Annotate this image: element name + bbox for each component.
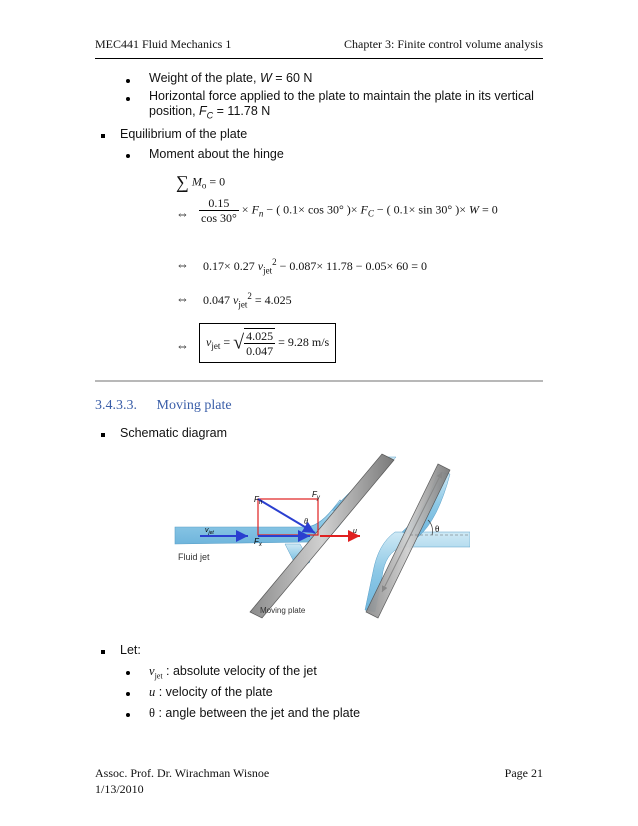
weight-pre: Weight of the plate, xyxy=(149,71,260,85)
force-var: F xyxy=(199,104,207,118)
let-item-vjet xyxy=(149,664,317,684)
eq3-pre: 0.17× 0.27 xyxy=(203,259,258,273)
sum-symbol: ∑ xyxy=(176,172,189,192)
eq1-rhs: = 0 xyxy=(209,174,226,189)
eq2-fraction xyxy=(199,196,239,225)
sqrt-symbol: √ xyxy=(233,331,245,354)
fn-label: $F_n$ xyxy=(254,495,263,506)
bullet-square xyxy=(101,650,105,654)
iff-symbol: ⇔ xyxy=(176,338,189,353)
section-title: Moving plate xyxy=(156,398,232,413)
equation-3 xyxy=(203,257,427,275)
equation-2 xyxy=(199,196,498,225)
theta-symbol: θ xyxy=(149,706,155,720)
footer-author: Assoc. Prof. Dr. Wirachman Wisnoe xyxy=(95,766,270,780)
weight-post: = 60 N xyxy=(271,71,313,85)
eq2-part: × xyxy=(241,202,252,217)
bullet-dot xyxy=(126,154,130,158)
vjet-symbol: v xyxy=(149,664,155,678)
fluid-jet-label: Fluid jet xyxy=(178,552,210,562)
vjet-desc: : absolute velocity of the jet xyxy=(162,664,317,678)
eq3-post: − 0.087× 11.78 − 0.05× 60 = 0 xyxy=(276,259,428,273)
bullet-dot xyxy=(126,79,130,83)
fx-label: $F_x$ xyxy=(254,537,262,548)
eq2-c: C xyxy=(367,208,374,219)
bullet-dot xyxy=(126,713,130,717)
eq2-part: − ( 0.1× sin 30° )× xyxy=(373,202,469,217)
eq4-post: = 4.025 xyxy=(251,293,292,307)
bullet-dot xyxy=(126,97,130,101)
equation-4 xyxy=(203,291,292,309)
result-box xyxy=(199,323,336,363)
section-number: 3.4.3.3. xyxy=(95,398,137,413)
vjet-sub: jet xyxy=(154,671,163,681)
eq3-sub: jet xyxy=(263,265,273,276)
eq2-part: = 0 xyxy=(478,202,498,217)
eq2-part: − ( 0.1× cos 30° )× xyxy=(263,202,361,217)
header-left: MEC441 Fluid Mechanics 1 xyxy=(95,37,232,51)
force-text-line1: Horizontal force applied to the plate to maintain the plate in its vertical xyxy=(149,89,534,103)
eq5-den: 0.047 xyxy=(246,344,274,358)
eq2-n: n xyxy=(258,208,264,219)
eq5-num: 4.025 xyxy=(246,329,274,343)
moving-plate-figure xyxy=(170,452,470,622)
bullet-square xyxy=(101,433,105,437)
eq4-pre: 0.047 xyxy=(203,293,233,307)
eq5-sub: jet xyxy=(211,341,221,352)
weight-text xyxy=(149,71,312,86)
footer-date: 1/13/2010 xyxy=(95,782,144,796)
let-item-theta xyxy=(149,706,360,721)
let-item-u xyxy=(149,685,273,700)
let-title: Let: xyxy=(120,643,141,657)
force-post: = 11.78 N xyxy=(213,104,271,118)
footer-page: Page 21 xyxy=(504,766,543,780)
eq4-sup: 2 xyxy=(247,291,252,301)
eq5-post: = 9.28 m/s xyxy=(275,334,330,349)
eq3-v: v xyxy=(257,259,264,273)
eq5-v: v xyxy=(206,334,212,349)
moment-text: Moment about the hinge xyxy=(149,147,284,161)
bullet-dot xyxy=(126,692,130,696)
eq5-eq: = xyxy=(220,334,234,349)
iff-symbol: ⇔ xyxy=(176,291,189,306)
eq4-sub: jet xyxy=(238,299,248,310)
theta-desc: : angle between the jet and the plate xyxy=(155,706,361,720)
bullet-square xyxy=(101,134,105,138)
equilibrium-title: Equilibrium of the plate xyxy=(120,127,248,141)
fy-label: $F_y$ xyxy=(312,490,320,501)
moving-plate-label: Moving plate xyxy=(260,606,306,615)
u-label: u xyxy=(353,528,357,535)
equation-1 xyxy=(176,172,225,193)
u-desc: : velocity of the plate xyxy=(155,685,273,699)
section-separator xyxy=(95,380,543,382)
force-sub: C xyxy=(206,110,214,121)
eq2-w: W xyxy=(468,202,479,217)
schematic-label: Schematic diagram xyxy=(120,426,227,440)
theta-small-label: θ xyxy=(304,517,308,526)
eq4-v: v xyxy=(233,293,239,307)
eq3-sup: 2 xyxy=(272,257,277,267)
eq2-fn: F xyxy=(251,202,259,217)
vjet-label: $v_{jet}$ xyxy=(205,527,214,536)
header-rule xyxy=(95,58,543,59)
eq2-den: cos 30° xyxy=(201,211,237,225)
theta-label: θ xyxy=(435,524,440,534)
iff-symbol: ⇔ xyxy=(176,206,189,221)
moment-var: M xyxy=(191,174,202,189)
force-text-line2 xyxy=(149,104,270,124)
bullet-dot xyxy=(126,671,130,675)
force-pre: position, xyxy=(149,104,200,118)
u-symbol: u xyxy=(149,685,156,699)
header-right: Chapter 3: Finite control volume analysis xyxy=(344,37,543,51)
eq5-fraction xyxy=(244,328,275,358)
weight-var: W xyxy=(259,71,272,85)
moment-sub: o xyxy=(201,180,207,191)
section-heading xyxy=(95,398,232,414)
eq2-fc: F xyxy=(360,202,368,217)
eq2-num: 0.15 xyxy=(199,196,239,211)
iff-symbol: ⇔ xyxy=(176,257,189,272)
